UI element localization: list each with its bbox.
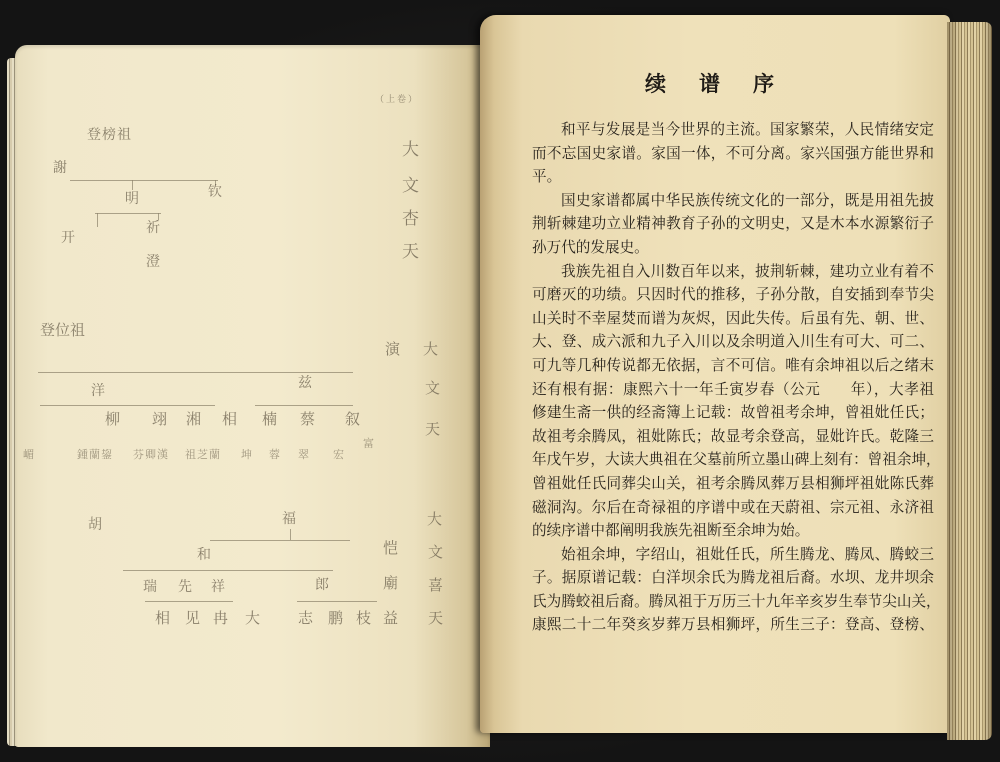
genealogy-name: 开: [61, 230, 75, 246]
tree-connector-line: [255, 405, 353, 406]
text-line: 大、登、成六派和九子入川以及余明道入川生有可大、可二、: [532, 333, 934, 351]
text-line: 年戊午岁，大读大典祖在父墓前所立墨山碑上刻有：曾祖余坤，: [532, 451, 941, 469]
generation-character: 天: [428, 609, 444, 627]
genealogy-name: 兹: [298, 375, 312, 391]
generation-character: 文: [428, 543, 444, 561]
paragraph: [532, 260, 941, 543]
tree-connector-line: [290, 529, 291, 540]
genealogy-name: 钦: [208, 184, 222, 200]
tree-connector-line: [132, 180, 133, 190]
text-line: 可九等几种传说都无依据，言不可信。唯有余坤祖以后之绪末: [532, 356, 934, 374]
genealogy-name: 福: [282, 511, 296, 527]
generation-character: 演: [385, 340, 401, 358]
genealogy-name: 胡: [88, 517, 102, 533]
genealogy-name: 大: [245, 609, 261, 627]
generation-character: 文: [402, 176, 419, 196]
genealogy-name-small: 鍾蘭鋆: [77, 448, 113, 461]
text-line: 可磨灭的功绩。只因时代的推移，子孙分散，自安插到奉节尖: [532, 286, 934, 304]
preface-body: [532, 118, 941, 637]
page-title: 续谱序: [645, 71, 807, 96]
text-line: 的续序谱中都阐明我族先祖断至余坤为始。: [532, 522, 810, 540]
text-line: 还有根有据：康熙六十一年壬寅岁春（公元 年），大孝祖: [532, 380, 934, 398]
generation-character: 恺: [383, 539, 399, 557]
generation-character: 大: [427, 510, 443, 528]
genealogy-name-small: 祖芝蘭: [185, 448, 221, 461]
genealogy-name-small: 翠: [298, 448, 310, 461]
genealogy-name: 见: [185, 609, 201, 627]
genealogy-name: 洋: [91, 383, 105, 399]
generation-character: 文: [425, 379, 441, 397]
volume-label: （上卷）: [375, 95, 420, 105]
genealogy-name: 瑞: [143, 579, 157, 595]
tree-connector-line: [145, 601, 233, 602]
generation-character: 杏: [402, 209, 419, 229]
paragraph: [532, 118, 934, 189]
genealogy-name: 先: [178, 579, 192, 595]
genealogy-name: 謝: [53, 160, 67, 176]
genealogy-name-small: 芬卿漢: [133, 448, 169, 461]
text-line: 山关时不幸屋焚而谱为灰烬，因此失传。后虽有先、朝、世、: [532, 309, 934, 327]
text-line: 国史家谱都属中华民族传统文化的一部分，既是用祖先披: [561, 191, 934, 209]
text-line: 平。: [532, 168, 562, 186]
text-line: 修建生斋一供的经斋簿上记载：故曾祖考余坤，曾祖妣任氏；: [532, 404, 934, 422]
genealogy-name: 翊: [152, 410, 168, 428]
genealogy-name: 明: [125, 191, 139, 207]
genealogy-name-small: 富: [363, 437, 375, 450]
text-line: 康熙二十二年癸亥岁葬万县相狮坪，所生三子：登高、登榜、: [532, 616, 934, 634]
genealogy-name: 湘: [186, 410, 202, 428]
genealogy-name: 楠: [262, 410, 278, 428]
genealogy-name-small: 坤: [241, 448, 253, 461]
text-line: 始祖余坤，字绍山，祖妣任氏，所生腾龙、腾凤、腾蛟三: [561, 545, 934, 563]
text-line: 而不忘国史家谱。家国一体，不可分离。家兴国强方能世界和: [532, 144, 934, 162]
generation-character: 天: [402, 242, 419, 262]
tree-connector-line: [123, 570, 333, 571]
tree-connector-line: [38, 372, 353, 373]
genealogy-name: 祥: [211, 579, 225, 595]
generation-character: 大: [402, 140, 419, 160]
genealogy-name: 志: [298, 609, 314, 627]
genealogy-name: 澄: [146, 254, 160, 270]
tree-connector-line: [95, 213, 161, 214]
tree-connector-line: [40, 405, 215, 406]
tree-connector-line: [97, 213, 98, 227]
generation-character: 廟: [383, 574, 399, 592]
text-line: 氏为腾蛟祖后裔。腾凤祖于万历三十九年辛亥岁生奉节尖山关，: [532, 592, 941, 610]
tree-connector-line: [70, 180, 218, 181]
generation-character: 大: [423, 340, 439, 358]
left-page-genealogy-chart: [15, 45, 490, 747]
text-line: 故祖考余腾凤，祖妣陈氏；故显考余登高，显妣许氏。乾隆三: [532, 427, 934, 445]
genealogy-name-small: 宏: [333, 448, 345, 461]
generation-character: 天: [425, 420, 441, 438]
paragraph: [532, 543, 941, 637]
genealogy-name: 祈: [146, 220, 160, 236]
right-page-preface: [480, 15, 950, 733]
genealogy-name-small: 嵋: [23, 448, 35, 461]
text-line: 磁洞沟。尔后在奇禄祖的序谱中或在天蔚祖、宗元祖、永济祖: [532, 498, 934, 516]
ancestor-name: 登位祖: [40, 321, 86, 339]
genealogy-name: 相: [155, 609, 171, 627]
genealogy-name-small: 蓉: [269, 448, 281, 461]
genealogy-name: 鹏: [328, 609, 344, 627]
genealogy-name: 冉: [213, 609, 229, 627]
genealogy-name: 和: [197, 547, 211, 563]
paragraph: [532, 189, 934, 260]
genealogy-name: 蔡: [300, 410, 316, 428]
text-line: 和平与发展是当今世界的主流。国家繁荣，人民情绪安定: [561, 121, 934, 138]
text-line: 我族先祖自入川数百年以来，披荆斩棘，建功立业有着不: [561, 262, 934, 280]
generation-character: 喜: [428, 576, 444, 594]
right-page-stack-edge: [947, 22, 992, 740]
genealogy-name: 相: [222, 410, 238, 428]
text-line: 孙万代的发展史。: [532, 238, 649, 256]
genealogy-name: 叙: [345, 410, 361, 428]
tree-connector-line: [210, 540, 350, 541]
text-line: 曾祖妣任氏同葬尖山关，祖考余腾凤葬万县相狮坪祖妣陈氏葬: [532, 474, 934, 492]
genealogy-name: 郎: [315, 577, 329, 593]
tree-connector-line: [158, 213, 159, 220]
text-line: 荆斩棘建功立业精神教育子孙的文明史，又是木本水源繁衍子: [532, 215, 934, 233]
tree-connector-line: [297, 601, 377, 602]
text-line: 子。据原谱记载：白洋坝余氏为腾龙祖后裔。水坝、龙井坝余: [532, 569, 934, 587]
genealogy-name: 益: [383, 609, 399, 627]
genealogy-name: 柳: [105, 410, 121, 428]
ancestor-name: 登榜祖: [87, 127, 132, 143]
genealogy-name: 枝: [356, 609, 372, 627]
